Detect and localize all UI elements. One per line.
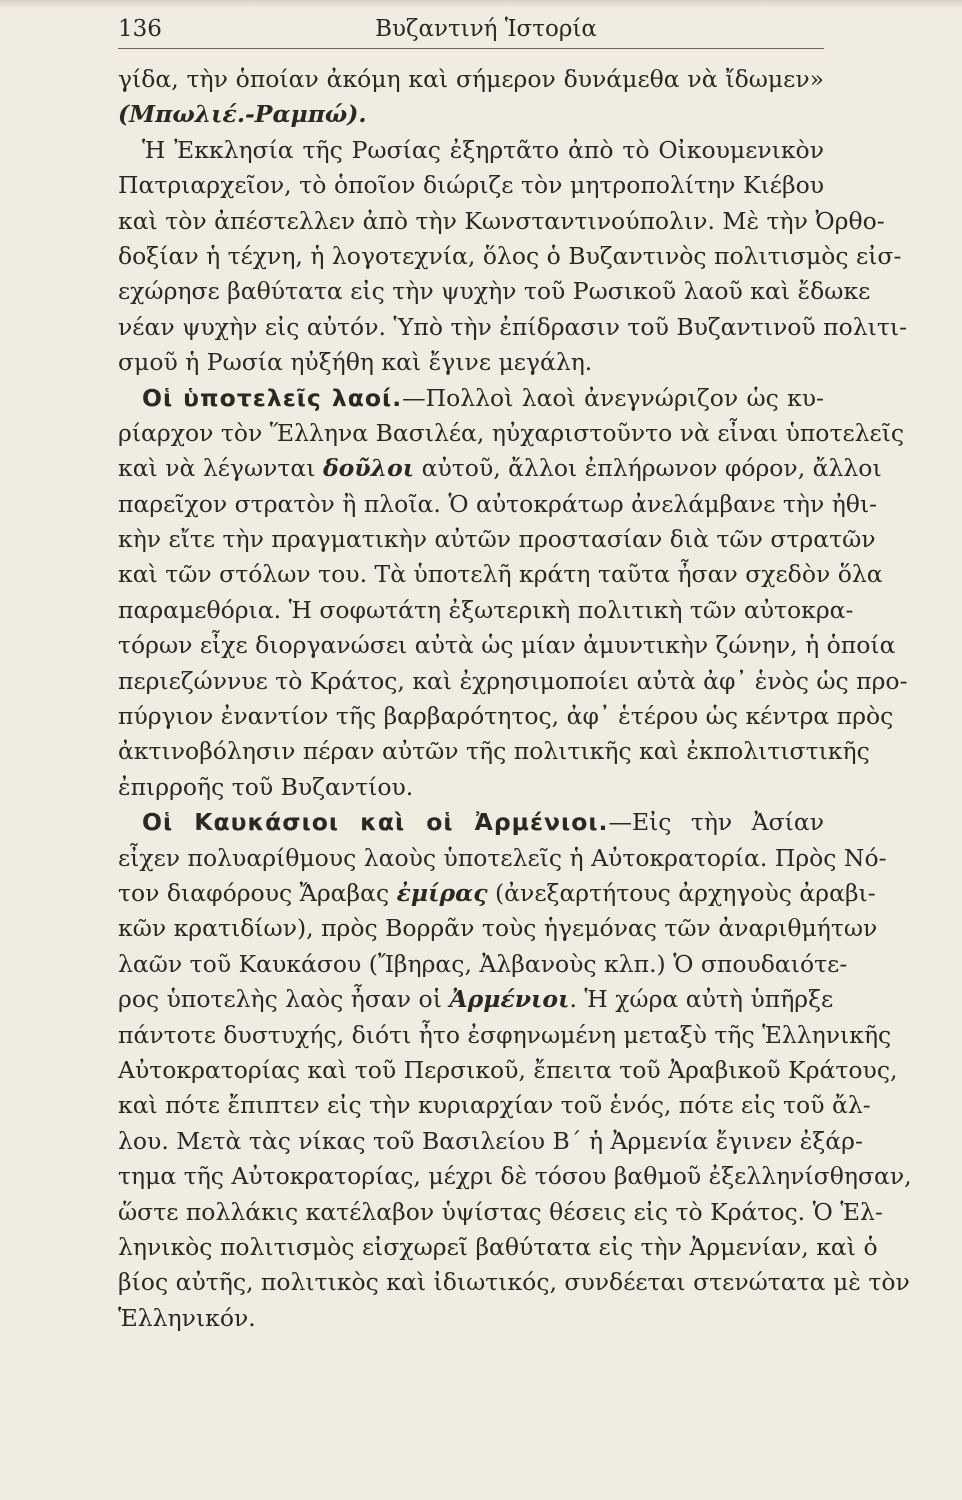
text-line bbox=[118, 664, 908, 699]
text-line bbox=[118, 1088, 871, 1123]
text-line bbox=[118, 345, 824, 380]
running-title: Βυζαντινή Ἱστορία bbox=[375, 16, 597, 42]
text-line bbox=[118, 876, 876, 911]
text-segment: . Ἡ χώρα αὐτὴ ὑπῆρξε bbox=[569, 985, 834, 1014]
text-line bbox=[118, 628, 896, 663]
text-line bbox=[118, 62, 824, 97]
text-segment: κὴν εἴτε τὴν πραγματικὴν αὐτῶν προστασίαν διὰ τῶν στρατῶν bbox=[118, 525, 876, 554]
text-line bbox=[118, 557, 883, 592]
text-segment: γίδα, τὴν ὁποίαν ἀκόμη καὶ σήμερον δυνάμεθα νὰ ἴδωμεν» bbox=[118, 65, 824, 93]
text-segment: κῶν κρατιδίων), πρὸς Βορρᾶν τοὺς ἡγεμόνας τῶν ἀναριθμήτων bbox=[118, 914, 878, 943]
text-segment: ρος ὑποτελὴς λαὸς ἦσαν οἱ bbox=[118, 985, 450, 1014]
text-line bbox=[118, 168, 824, 203]
text-segment: καὶ τῶν στόλων του. Τὰ ὑποτελῆ κράτη ταῦτα ἦσαν σχεδὸν ὅλα bbox=[118, 560, 883, 589]
text-line bbox=[118, 699, 894, 734]
section-heading: Οἱ ὑποτελεῖς λαοί. bbox=[142, 383, 403, 412]
text-line bbox=[118, 1053, 898, 1088]
text-segment: τον διαφόρους Ἄραβας bbox=[118, 878, 397, 907]
text-line bbox=[118, 381, 824, 416]
text-segment: —Πολλοὶ λαοὶ ἀνεγνώριζον ὡς κυ- bbox=[402, 383, 824, 412]
text-segment: —Εἰς τὴν Ἀσίαν bbox=[608, 808, 824, 837]
text-segment: ἀκτινοβόλησιν πέραν αὐτῶν τῆς πολιτικῆς καὶ ἐκπολιτιστικῆς bbox=[118, 737, 870, 766]
page-edge-shadow bbox=[0, 0, 962, 8]
text-segment: σμοῦ ἡ Ρωσία ηὐξήθη καὶ ἔγινε μεγάλη. bbox=[118, 348, 593, 377]
text-segment: Ἑλληνικόν. bbox=[118, 1303, 256, 1332]
text-line bbox=[118, 1230, 878, 1265]
text-segment: αὐτοῦ, ἄλλοι ἐπλήρωνον φόρον, ἄλλοι bbox=[414, 454, 882, 483]
text-line bbox=[118, 1265, 910, 1300]
text-line bbox=[118, 1124, 863, 1159]
text-line bbox=[118, 274, 871, 309]
text-segment: Ἡ Ἐκκλησία τῆς Ρωσίας ἐξηρτᾶτο ἀπὸ τὸ Οἰκουμενικὸν bbox=[142, 135, 824, 164]
text-line bbox=[118, 487, 878, 522]
text-segment: καὶ νὰ λέγωνται bbox=[118, 454, 323, 483]
text-line bbox=[118, 416, 905, 451]
text-segment: εἶχεν πολυαρίθμους λαοὺς ὑποτελεῖς ἡ Αὐτοκρατορία. Πρὸς Νό- bbox=[118, 843, 887, 872]
emphasized-term: δοῦλοι bbox=[322, 454, 415, 483]
text-segment: παραμεθόρια. Ἡ σοφωτάτη ἐξωτερικὴ πολιτικὴ τῶν αὐτοκρα- bbox=[118, 595, 854, 624]
body-text bbox=[118, 62, 912, 1336]
text-segment: ρίαρχον τὸν Ἕλληνα Βασιλέα, ηὐχαριστοῦντο νὰ εἶναι ὑποτελεῖς bbox=[118, 418, 905, 447]
text-line bbox=[118, 911, 878, 946]
text-line bbox=[118, 310, 908, 345]
text-line bbox=[118, 593, 854, 628]
text-segment: ὥστε πολλάκις κατέλαβον ὑψίστας θέσεις εἰς τὸ Κράτος. Ὁ Ἑλ- bbox=[118, 1197, 883, 1226]
text-segment: λου. Μετὰ τὰς νίκας τοῦ Βασιλείου Β΄ ἡ Ἀρμενία ἔγινεν ἐξάρ- bbox=[118, 1126, 863, 1155]
text-segment: (ἀνεξαρτήτους ἀρχηγοὺς ἀραβι- bbox=[487, 878, 876, 907]
text-line bbox=[118, 451, 882, 486]
text-segment: πύργιον ἐναντίον τῆς βαρβαρότητος, ἀφ᾽ ἑτέρου ὡς κέντρα πρὸς bbox=[118, 702, 894, 731]
text-segment: εχώρησε βαθύτατα εἰς τὴν ψυχὴν τοῦ Ρωσικοῦ λαοῦ καὶ ἔδωκε bbox=[118, 277, 871, 306]
text-line bbox=[118, 805, 824, 840]
text-line bbox=[118, 841, 887, 876]
text-segment: βίος αὐτῆς, πολιτικὸς καὶ ἰδιωτικός, συνδέεται στενώτατα μὲ τὸν bbox=[118, 1268, 910, 1297]
text-line bbox=[118, 1018, 892, 1053]
text-segment: καὶ τὸν ἀπέστελλεν ἀπὸ τὴν Κωνσταντινούπολιν. Μὲ τὴν Ὀρθο- bbox=[118, 206, 885, 235]
header-rule bbox=[118, 48, 824, 49]
running-head bbox=[118, 12, 824, 46]
text-segment: περιεζώννυε τὸ Κράτος, καὶ ἐχρησιμοποίει αὐτὰ ἀφ᾽ ἑνὸς ὡς προ- bbox=[118, 666, 908, 695]
text-line bbox=[118, 1195, 883, 1230]
text-segment: Αὐτοκρατορίας καὶ τοῦ Περσικοῦ, ἔπειτα τοῦ Ἀραβικοῦ Κράτους, bbox=[118, 1055, 898, 1084]
page-number: 136 bbox=[118, 16, 162, 42]
emphasized-term: (Μπωλιέ.-Ραμπώ). bbox=[118, 100, 367, 129]
text-segment: καὶ πότε ἔπιπτεν εἰς τὴν κυριαρχίαν τοῦ ἑνός, πότε εἰς τοῦ ἄλ- bbox=[118, 1091, 871, 1120]
text-segment: πάντοτε δυστυχής, διότι ἦτο ἐσφηνωμένη μεταξὺ τῆς Ἑλληνικῆς bbox=[118, 1020, 892, 1049]
text-segment: δοξίαν ἡ τέχνη, ἡ λογοτεχνία, ὅλος ὁ Βυζαντινὸς πολιτισμὸς εἰσ- bbox=[118, 241, 902, 270]
text-line bbox=[118, 770, 824, 805]
text-line bbox=[118, 97, 824, 132]
text-segment: νέαν ψυχὴν εἰς αὐτόν. Ὑπὸ τὴν ἐπίδρασιν τοῦ Βυζαντινοῦ πολιτι- bbox=[118, 312, 908, 341]
text-line bbox=[118, 1301, 824, 1336]
emphasized-term: Ἀρμένιοι bbox=[449, 985, 570, 1014]
text-segment: ληνικὸς πολιτισμὸς εἰσχωρεῖ βαθύτατα εἰς τὴν Ἀρμενίαν, καὶ ὁ bbox=[118, 1232, 878, 1261]
text-segment: ἐπιρροῆς τοῦ Βυζαντίου. bbox=[118, 772, 414, 801]
text-line bbox=[118, 982, 834, 1017]
text-segment: τόρων εἶχε διοργανώσει αὐτὰ ὡς μίαν ἀμυντικὴν ζώνην, ἡ ὁποία bbox=[118, 631, 896, 660]
text-segment: τημα τῆς Αὐτοκρατορίας, μέχρι δὲ τόσου βαθμοῦ ἐξελληνίσθησαν, bbox=[118, 1162, 912, 1191]
text-line bbox=[118, 133, 824, 168]
text-segment: Πατριαρχεῖον, τὸ ὁποῖον διώριζε τὸν μητροπολίτην Κιέβου bbox=[118, 171, 824, 200]
text-line bbox=[118, 734, 870, 769]
section-heading: Οἱ Καυκάσιοι καὶ οἱ Ἀρμένιοι. bbox=[142, 808, 609, 837]
text-line bbox=[118, 239, 902, 274]
text-line bbox=[118, 1159, 912, 1194]
emphasized-term: ἐμίρας bbox=[396, 878, 488, 907]
text-line bbox=[118, 947, 848, 982]
text-line bbox=[118, 204, 885, 239]
text-line bbox=[118, 522, 876, 557]
text-segment: παρεῖχον στρατὸν ἢ πλοῖα. Ὁ αὐτοκράτωρ ἀνελάμβανε τὴν ἠθι- bbox=[118, 489, 878, 518]
text-segment: λαῶν τοῦ Καυκάσου (Ἴβηρας, Ἀλβανοὺς κλπ.) Ὁ σπουδαιότε- bbox=[118, 949, 848, 978]
